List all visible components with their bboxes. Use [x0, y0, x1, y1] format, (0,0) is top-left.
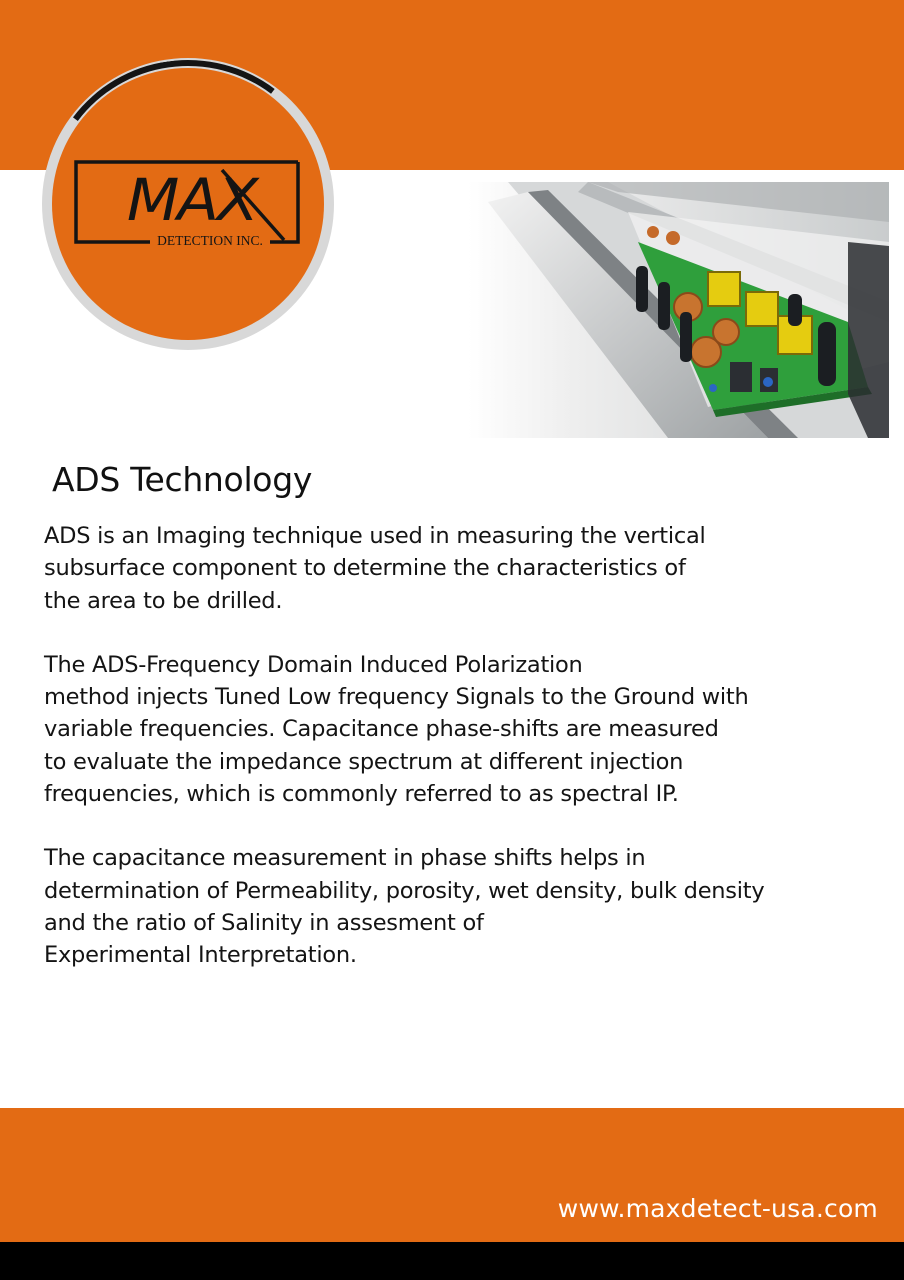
paragraph-2-line: frequencies, which is commonly referred to as spectral IP. — [44, 781, 679, 808]
paragraph-3-line: determination of Permeability, porosity, wet density, bulk density — [44, 877, 765, 904]
circuit-board-photo — [468, 182, 889, 438]
paragraph-1-line: ADS is an Imaging technique used in measuring the vertical — [44, 523, 706, 549]
bottom-black-band — [0, 1242, 904, 1280]
paragraph-2-line: variable frequencies. Capacitance phase-shifts are measured — [44, 716, 719, 743]
page-title: ADS Technology — [52, 460, 313, 499]
paragraph-3-line: Experimental Interpretation. — [44, 942, 357, 969]
body-text — [44, 520, 884, 972]
paragraph-3-line: The capacitance measurement in phase shifts helps in — [44, 845, 646, 872]
paragraph-3-line: and the ratio of Salinity in assesment of — [44, 909, 484, 936]
paragraph-1-line: the area to be drilled. — [44, 587, 283, 614]
max-detection-logo — [72, 156, 304, 248]
logo-word: MAX — [126, 167, 257, 235]
paragraph-1-line: subsurface component to determine the characteristics of — [44, 555, 686, 582]
paragraph-2-line: to evaluate the impedance spectrum at different injection — [44, 748, 684, 775]
paragraph-2-line: method injects Tuned Low frequency Signals to the Ground with — [44, 684, 749, 711]
logo-subtitle: DETECTION INC. — [157, 233, 263, 248]
paragraph-2-line: The ADS-Frequency Domain Induced Polarization — [44, 651, 583, 678]
website-url: www.maxdetect-usa.com — [557, 1194, 878, 1223]
